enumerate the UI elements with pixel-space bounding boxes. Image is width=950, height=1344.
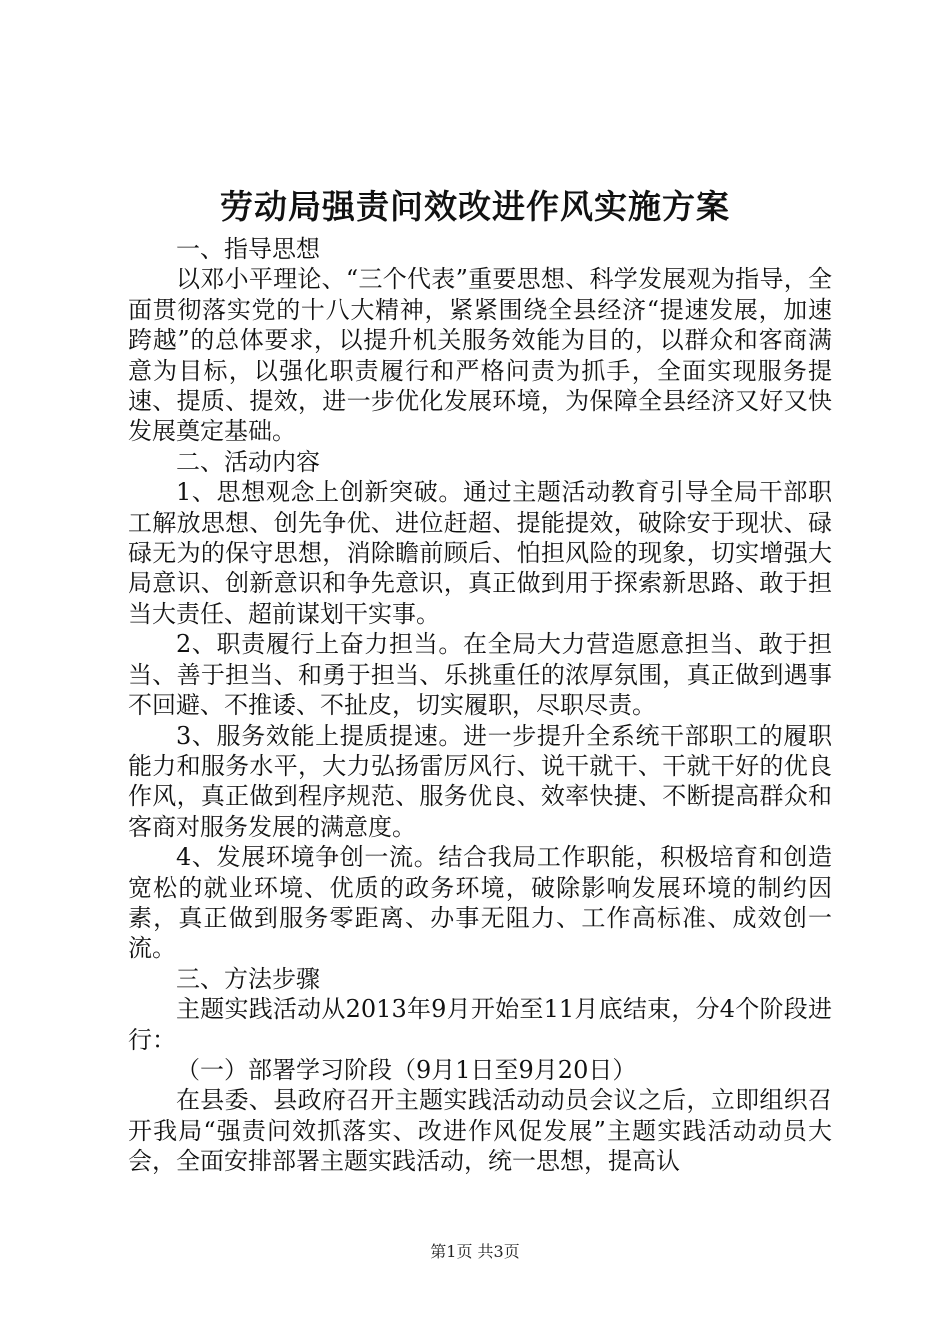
paragraph-item-2: 2、职责履行上奋力担当。在全局大力营造愿意担当、敢于担当、善于担当、和勇于担当、乐挑重任的浓厚氛围，真正做到遇事不回避、不推诿、不扯皮，切实履职，尽职尽责。 [128,630,832,720]
paragraph-schedule: 主题实践活动从2013年9月开始至11月底结束，分4个阶段进行： [128,995,832,1054]
section-heading-activity-content: 二、活动内容 [176,447,320,476]
paragraph-guiding-ideology: 以邓小平理论、“三个代表”重要思想、科学发展观为指导，全面贯彻落实党的十八大精神，紧紧围绕全县经济“提速发展，加速跨越”的总体要求，以提升机关服务效能为目的，以群众和客商满意为目标，以强化职责履行和严格问责为抓手，全面实现服务提速、提质、提效，进一步优化发展环境，为保障全县经济又好又快发展奠定基础。 [128,265,832,446]
section-heading-method-steps: 三、方法步骤 [176,964,320,993]
paragraph-item-3: 3、服务效能上提质提速。进一步提升全系统干部职工的履职能力和服务水平，大力弘扬雷厉风行、说干就干、干就干好的优良作风，真正做到程序规范、服务优良、效率快捷、不断提高群众和客商对服务发展的满意度。 [128,721,832,841]
subheading-deployment-stage: （一）部署学习阶段（9月1日至9月20日） [176,1055,637,1084]
paragraph-item-1: 1、思想观念上创新突破。通过主题活动教育引导全局干部职工解放思想、创先争优、进位赶超、提能提效，破除安于现状、碌碌无为的保守思想，消除瞻前顾后、怕担风险的现象，切实增强大局意识、创新意识和争先意识，真正做到用于探索新思路、敢于担当大责任、超前谋划干实事。 [128,478,832,628]
paragraph-item-4: 4、发展环境争创一流。结合我局工作职能，积极培育和创造宽松的就业环境、优质的政务环境，破除影响发展环境的制约因素，真正做到服务零距离、办事无阻力、工作高标准、成效创一流。 [128,843,832,963]
page-number-footer: 第1页 共3页 [430,1242,520,1261]
document-title: 劳动局强责问效改进作风实施方案 [220,187,730,226]
document-body [128,234,832,1177]
paragraph-deployment-stage: 在县委、县政府召开主题实践活动动员会议之后，立即组织召开我局“强责问效抓落实、改进作风促发展”主题实践活动动员大会，全面安排部署主题实践活动，统一思想，提高认 [128,1086,832,1176]
section-heading-guiding-ideology: 一、指导思想 [176,235,320,263]
